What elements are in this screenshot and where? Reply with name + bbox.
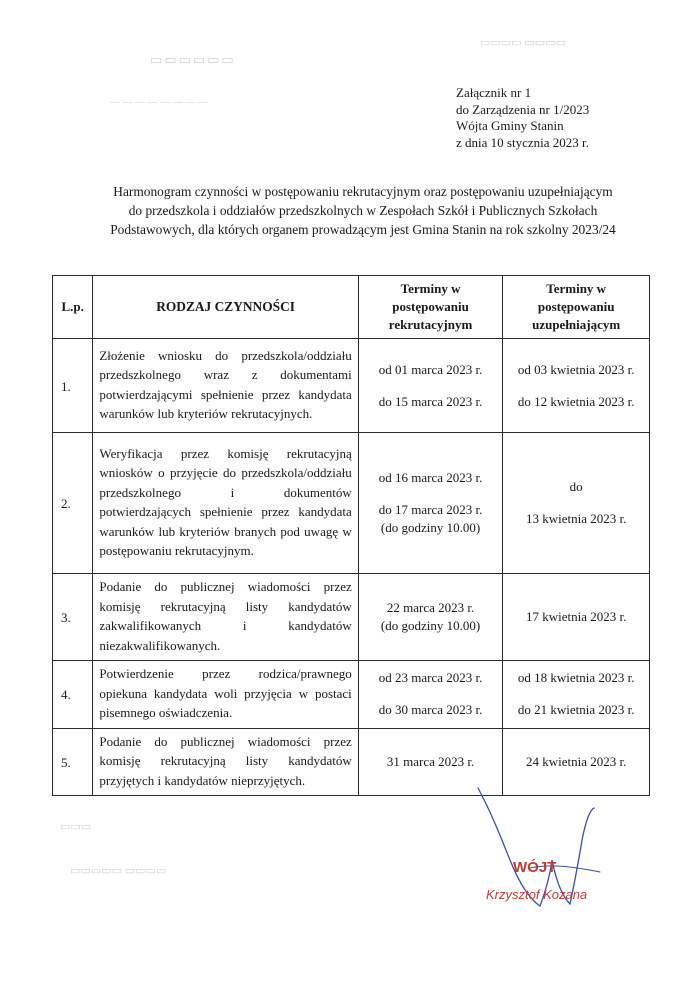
row-number: 2. [53, 433, 93, 574]
row-activity: Podanie do publicznej wiadomości przez komisję rekrutacyjną listy kandydatów zakwalifikowanych i kandydatów niezakwalifikowanych. [93, 574, 358, 661]
date-line: 31 marca 2023 r. [386, 753, 475, 769]
header-supplementary [503, 276, 650, 339]
row-supplementary-dates [503, 574, 650, 661]
bleed-through-mark: ▭▭▭▭▭▭ [150, 52, 236, 67]
annex-line: do Zarządzenia nr 1/2023 [456, 101, 590, 117]
stamp-name: Krzysztof Kozana [486, 887, 588, 902]
bleed-through-mark: ▭▭▭▭ ▭▭▭▭ [480, 37, 566, 49]
date-line: do 12 kwietnia 2023 r. [517, 393, 635, 409]
annex-line: Załącznik nr 1 [456, 85, 532, 100]
table-header-row [53, 276, 650, 339]
date-line: 17 kwietnia 2023 r. [525, 609, 627, 624]
date-line: 22 marca 2023 r. [386, 600, 475, 615]
date-line: 24 kwietnia 2023 r. [525, 753, 627, 769]
date-line: od 18 kwietnia 2023 r. [517, 670, 635, 686]
date-line: od 16 marca 2023 r. [378, 470, 483, 485]
row-supplementary-dates [503, 339, 650, 433]
row-supplementary-dates [503, 433, 650, 574]
row-activity: Podanie do publicznej wiadomości przez komisję rekrutacyjną listy kandydatów przyjętych i kandydatów nieprzyjętych. [93, 728, 358, 796]
row-recruitment-dates [358, 433, 503, 574]
date-line: od 01 marca 2023 r. [378, 361, 483, 377]
title-line: Podstawowych, dla których organem prowadzącym jest Gmina Stanin na rok szkolny 2023/24 [110, 222, 616, 237]
header-line: rekrutacyjnym [388, 317, 473, 332]
table-row [53, 574, 650, 661]
date-line: 13 kwietnia 2023 r. [525, 511, 627, 526]
row-number: 4. [53, 661, 93, 729]
table-row [53, 433, 650, 574]
document-title [82, 182, 644, 239]
header-line: Terminy w [546, 281, 607, 296]
header-line: Terminy w [400, 281, 461, 296]
date-line: do 17 marca 2023 r. [378, 502, 483, 517]
row-activity: Potwierdzenie przez rodzica/prawnego opiekuna kandydata woli przyjęcia w postaci pisemnego oświadczenia. [93, 661, 358, 729]
row-number: 1. [53, 339, 93, 433]
annex-header [456, 85, 589, 151]
row-number: 5. [53, 728, 93, 796]
stamp-title: WÓJT [513, 859, 557, 876]
bleed-through-mark: — — — — — — — — [110, 96, 208, 108]
bleed-through-mark: ▭▭▭ [60, 821, 92, 833]
row-activity: Złożenie wniosku do przedszkola/oddziału przedszkolnego wraz z dokumentami potwierdzającymi spełnienie przez kandydata warunków lub kryteriów rekrutacyjnych. [93, 339, 358, 433]
header-line: uzupełniającym [532, 317, 621, 332]
date-line: od 03 kwietnia 2023 r. [517, 361, 635, 377]
date-line: do 30 marca 2023 r. [378, 702, 483, 718]
schedule-table [52, 275, 650, 796]
table-row [53, 339, 650, 433]
date-line: (do godziny 10.00) [380, 520, 481, 535]
header-activity: RODZAJ CZYNNOŚCI [93, 276, 358, 339]
row-recruitment-dates [358, 339, 503, 433]
title-line: do przedszkola i oddziałów przedszkolnych w Zespołach Szkół i Publicznych Szkołach [128, 203, 598, 218]
row-recruitment-dates [358, 661, 503, 729]
date-line: do 21 kwietnia 2023 r. [517, 702, 635, 718]
date-line: do 15 marca 2023 r. [378, 393, 483, 409]
header-line: postępowaniu [392, 299, 469, 314]
annex-line: Wójta Gminy Stanin [456, 118, 564, 133]
annex-line: z dnia 10 stycznia 2023 r. [456, 134, 589, 150]
table-row [53, 661, 650, 729]
header-recruitment [358, 276, 503, 339]
row-number: 3. [53, 574, 93, 661]
header-line: postępowaniu [537, 299, 615, 314]
row-recruitment-dates [358, 574, 503, 661]
date-line: od 23 marca 2023 r. [378, 670, 483, 686]
bleed-through-mark: ▭▭▭▭▭ ▭▭▭▭ [70, 865, 167, 877]
row-activity: Weryfikacja przez komisję rekrutacyjną wniosków o przyjęcie do przedszkola/oddziału przedszkolnego i dokumentów potwierdzających spełnienie przez kandydata warunków lub kryteriów branych pod uwagę w postępowaniu rekrutacyjnym. [93, 433, 358, 574]
title-line: Harmonogram czynności w postępowaniu rekrutacyjnym oraz postępowaniu uzupełniającym [113, 184, 613, 199]
row-supplementary-dates [503, 661, 650, 729]
date-line: do [569, 479, 583, 494]
date-line: (do godziny 10.00) [380, 618, 481, 633]
header-lp: L.p. [53, 276, 93, 339]
